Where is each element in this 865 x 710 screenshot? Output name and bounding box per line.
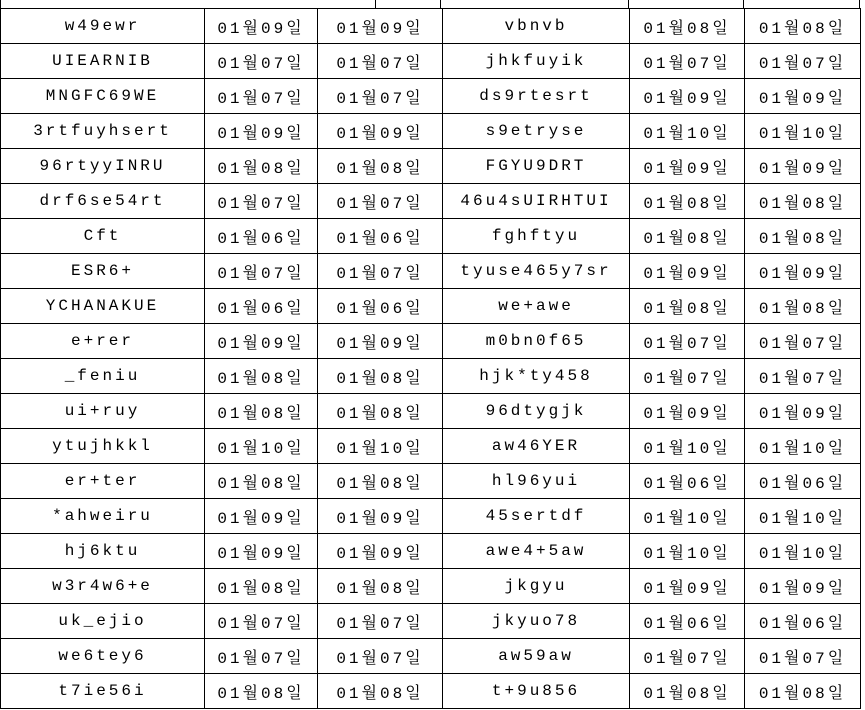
id-cell: hj6ktu	[1, 534, 205, 569]
date-cell: 01월09일	[205, 534, 318, 569]
date-cell: 01월09일	[745, 569, 861, 604]
table-row	[1, 44, 861, 79]
date-cell: 01월06일	[745, 464, 861, 499]
id-cell: hl96yui	[443, 464, 630, 499]
id-cell: jhkfuyik	[443, 44, 630, 79]
date-cell: 01월08일	[745, 674, 861, 709]
date-cell: 01월09일	[318, 114, 443, 149]
table-row	[1, 219, 861, 254]
date-cell: 01월08일	[318, 359, 443, 394]
table-row	[1, 429, 861, 464]
date-cell: 01월06일	[205, 219, 318, 254]
table-body	[1, 9, 861, 709]
date-cell: 01월09일	[318, 499, 443, 534]
date-cell: 01월08일	[745, 289, 861, 324]
date-cell: 01월09일	[318, 534, 443, 569]
date-cell: 01월07일	[318, 604, 443, 639]
table-row	[1, 534, 861, 569]
partial-top-row	[0, 0, 861, 8]
date-cell: 01월07일	[318, 79, 443, 114]
id-cell: jkgyu	[443, 569, 630, 604]
date-cell: 01월08일	[205, 464, 318, 499]
date-cell: 01월07일	[745, 324, 861, 359]
id-cell: t+9u856	[443, 674, 630, 709]
date-cell: 01월08일	[745, 9, 861, 44]
date-cell: 01월07일	[205, 184, 318, 219]
table-row	[1, 464, 861, 499]
date-cell: 01월09일	[630, 569, 745, 604]
date-cell: 01월07일	[745, 639, 861, 674]
date-cell: 01월06일	[630, 604, 745, 639]
date-cell: 01월07일	[318, 44, 443, 79]
date-cell: 01월07일	[745, 44, 861, 79]
date-cell: 01월09일	[630, 149, 745, 184]
id-cell: hjk*ty458	[443, 359, 630, 394]
id-cell: 46u4sUIRHTUI	[443, 184, 630, 219]
date-cell: 01월08일	[745, 184, 861, 219]
date-cell: 01월07일	[318, 639, 443, 674]
table-row	[1, 394, 861, 429]
date-cell: 01월09일	[630, 254, 745, 289]
table-row	[1, 289, 861, 324]
table-row	[1, 499, 861, 534]
id-cell: er+ter	[1, 464, 205, 499]
id-cell: w49ewr	[1, 9, 205, 44]
date-cell: 01월08일	[318, 149, 443, 184]
date-cell: 01월09일	[630, 394, 745, 429]
id-cell: we6tey6	[1, 639, 205, 674]
date-cell: 01월10일	[630, 534, 745, 569]
date-cell: 01월07일	[318, 254, 443, 289]
id-cell: ytujhkkl	[1, 429, 205, 464]
date-cell: 01월09일	[205, 324, 318, 359]
date-cell: 01월08일	[205, 359, 318, 394]
date-cell: 01월08일	[205, 149, 318, 184]
id-cell: MNGFC69WE	[1, 79, 205, 114]
date-cell: 01월10일	[745, 499, 861, 534]
id-cell: drf6se54rt	[1, 184, 205, 219]
date-cell: 01월09일	[745, 79, 861, 114]
table-row	[1, 604, 861, 639]
date-cell: 01월07일	[630, 359, 745, 394]
partial-row-border	[0, 0, 1, 8]
date-cell: 01월10일	[205, 429, 318, 464]
date-cell: 01월09일	[318, 324, 443, 359]
data-table	[0, 8, 861, 709]
date-cell: 01월07일	[630, 44, 745, 79]
id-cell: we+awe	[443, 289, 630, 324]
date-cell: 01월10일	[630, 499, 745, 534]
date-cell: 01월08일	[630, 9, 745, 44]
date-cell: 01월08일	[630, 289, 745, 324]
date-cell: 01월06일	[205, 289, 318, 324]
date-cell: 01월09일	[745, 149, 861, 184]
partial-row-border	[440, 0, 441, 8]
date-cell: 01월08일	[745, 219, 861, 254]
date-cell: 01월08일	[630, 674, 745, 709]
date-cell: 01월10일	[318, 429, 443, 464]
date-cell: 01월10일	[630, 429, 745, 464]
date-cell: 01월07일	[630, 639, 745, 674]
date-cell: 01월08일	[318, 674, 443, 709]
id-cell: s9etryse	[443, 114, 630, 149]
table-row	[1, 184, 861, 219]
id-cell: vbnvb	[443, 9, 630, 44]
table-row	[1, 114, 861, 149]
date-cell: 01월08일	[205, 569, 318, 604]
date-cell: 01월08일	[205, 394, 318, 429]
date-cell: 01월08일	[630, 184, 745, 219]
table-row	[1, 149, 861, 184]
date-cell: 01월10일	[745, 429, 861, 464]
id-cell: 96rtyyINRU	[1, 149, 205, 184]
date-cell: 01월07일	[318, 184, 443, 219]
date-cell: 01월10일	[630, 114, 745, 149]
id-cell: Cft	[1, 219, 205, 254]
partial-row-border	[375, 0, 376, 8]
table-row	[1, 79, 861, 114]
date-cell: 01월09일	[205, 114, 318, 149]
id-cell: 96dtygjk	[443, 394, 630, 429]
id-cell: UIEARNIB	[1, 44, 205, 79]
date-cell: 01월08일	[205, 674, 318, 709]
table-row	[1, 569, 861, 604]
date-cell: 01월06일	[318, 289, 443, 324]
id-cell: ESR6+	[1, 254, 205, 289]
date-cell: 01월06일	[745, 604, 861, 639]
date-cell: 01월08일	[318, 464, 443, 499]
date-cell: 01월07일	[745, 359, 861, 394]
id-cell: t7ie56i	[1, 674, 205, 709]
id-cell: 3rtfuyhsert	[1, 114, 205, 149]
date-cell: 01월08일	[318, 394, 443, 429]
id-cell: awe4+5aw	[443, 534, 630, 569]
date-cell: 01월07일	[205, 79, 318, 114]
date-cell: 01월08일	[630, 219, 745, 254]
id-cell: YCHANAKUE	[1, 289, 205, 324]
id-cell: e+rer	[1, 324, 205, 359]
partial-row-border	[743, 0, 744, 8]
date-cell: 01월09일	[745, 254, 861, 289]
partial-row-border	[628, 0, 629, 8]
date-cell: 01월07일	[630, 324, 745, 359]
id-cell: _feniu	[1, 359, 205, 394]
date-cell: 01월08일	[318, 569, 443, 604]
id-cell: fghftyu	[443, 219, 630, 254]
date-cell: 01월07일	[205, 639, 318, 674]
date-cell: 01월06일	[630, 464, 745, 499]
date-cell: 01월07일	[205, 44, 318, 79]
table-row	[1, 324, 861, 359]
date-cell: 01월06일	[318, 219, 443, 254]
table-row	[1, 254, 861, 289]
table-row	[1, 674, 861, 709]
date-cell: 01월09일	[205, 9, 318, 44]
date-cell: 01월07일	[205, 604, 318, 639]
id-cell: *ahweiru	[1, 499, 205, 534]
id-cell: aw46YER	[443, 429, 630, 464]
date-cell: 01월10일	[745, 114, 861, 149]
date-cell: 01월09일	[205, 499, 318, 534]
id-cell: w3r4w6+e	[1, 569, 205, 604]
table-row	[1, 9, 861, 44]
id-cell: aw59aw	[443, 639, 630, 674]
id-cell: ds9rtesrt	[443, 79, 630, 114]
table-row	[1, 359, 861, 394]
date-cell: 01월07일	[205, 254, 318, 289]
date-cell: 01월09일	[745, 394, 861, 429]
id-cell: tyuse465y7sr	[443, 254, 630, 289]
partial-row-border	[859, 0, 860, 8]
id-cell: ui+ruy	[1, 394, 205, 429]
id-cell: FGYU9DRT	[443, 149, 630, 184]
id-cell: 45sertdf	[443, 499, 630, 534]
date-cell: 01월09일	[318, 9, 443, 44]
date-cell: 01월09일	[630, 79, 745, 114]
id-cell: jkyuo78	[443, 604, 630, 639]
id-cell: uk_ejio	[1, 604, 205, 639]
id-cell: m0bn0f65	[443, 324, 630, 359]
table-row	[1, 639, 861, 674]
date-cell: 01월10일	[745, 534, 861, 569]
